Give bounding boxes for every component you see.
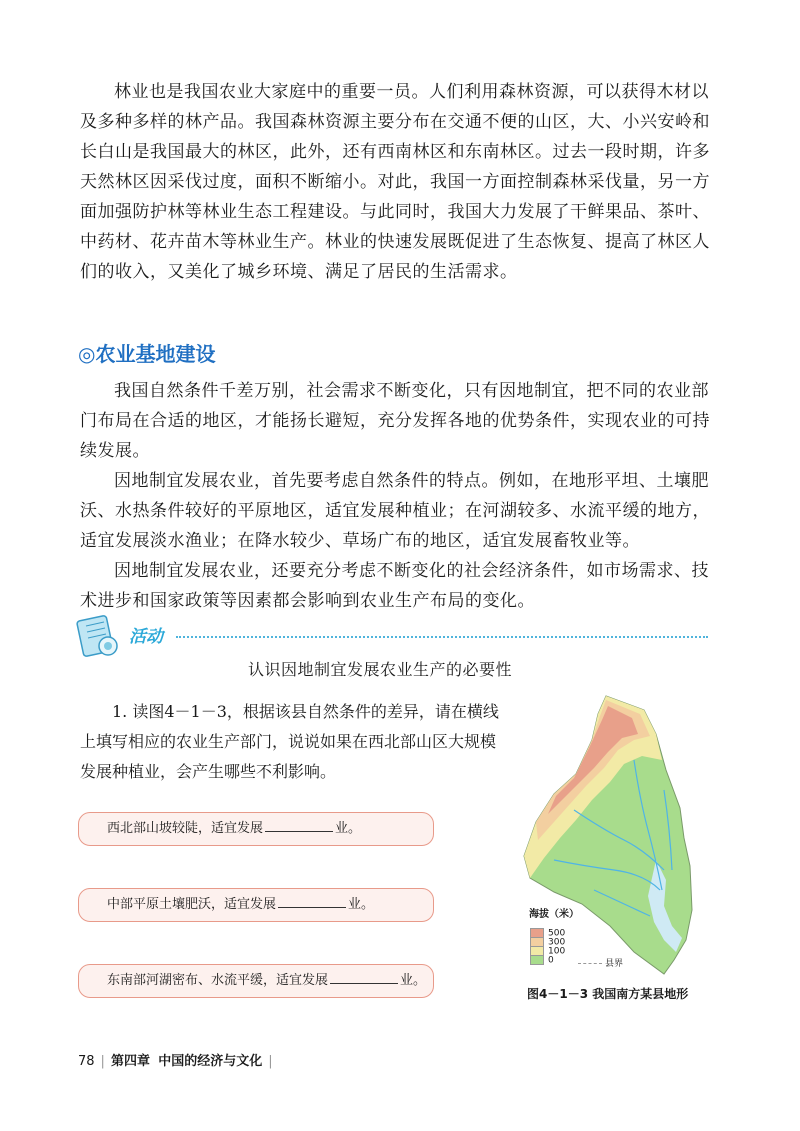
legend-label: 0 <box>548 955 554 966</box>
activity-task: 1. 读图4－1－3，根据该县自然条件的差异，请在横线上填写相应的农业生产部门，说说如果在西北部山区大规模发展种植业，会产生哪些不利影响。 <box>80 702 499 781</box>
footer-separator: | <box>268 1054 273 1069</box>
legend-title: 海拔（米） <box>529 909 579 920</box>
answer-prompt: 东南部河湖密布、水流平缓，适宜发展 <box>107 973 329 988</box>
paragraph-forestry: 林业也是我国农业大家庭中的重要一员。人们利用森林资源，可以获得木材以及多种多样的林产品。我国森林资源主要分布在交通不便的山区，大、小兴安岭和长白山是我国最大的林区，此外，还有西南林区和东南林区。过去一段时期，许多天然林区因采伐过度，面积不断缩小。对此，我国一方面控制森林采伐量，另一方面加强防护林等林业生态工程建设。与此同时，我国大力发展了干鲜果品、茶叶、中药材、花卉苗木等林业生产。林业的快速发展既促进了生态恢复、提高了林区人们的收入，又美化了城乡环境、满足了居民的生活需求。 <box>80 82 710 282</box>
boundary-line-icon <box>578 963 602 964</box>
legend-boundary <box>578 956 623 969</box>
answer-prompt: 西北部山坡较陡，适宜发展 <box>107 821 264 836</box>
paragraph-base-3: 因地制宜发展农业，还要充分考虑不断变化的社会经济条件，如市场需求、技术进步和国家政策等因素都会影响到农业生产布局的变化。 <box>80 561 709 611</box>
activity-title: 认识因地制宜发展农业生产的必要性 <box>247 660 512 679</box>
paragraph-base-2: 因地制宜发展农业，首先要考虑自然条件的特点。例如，在地形平坦、土壤肥沃、水热条件较好的平原地区，适宜发展种植业；在河湖较多、水流平缓的地方，适宜发展淡水渔业；在降水较少、草场广布的地区，适宜发展畜牧业等。 <box>80 471 710 551</box>
page-footer <box>78 1050 279 1069</box>
answer-suffix: 业。 <box>400 973 427 988</box>
answer-blank[interactable] <box>330 969 398 984</box>
answer-box-northwest <box>78 812 434 846</box>
legend-swatch <box>530 955 544 965</box>
answer-box-southeast <box>78 964 434 998</box>
legend-boundary-label: 县界 <box>605 959 624 969</box>
page-number: 78 <box>78 1054 95 1069</box>
legend-label: 300 <box>548 937 566 948</box>
figure-caption: 图4－1－3 我国南方某县地形 <box>527 987 689 1001</box>
activity-notebook-icon <box>74 614 126 664</box>
paragraph-base-1: 我国自然条件千差万别，社会需求不断变化，只有因地制宜，把不同的农业部门布局在合适的地区，才能扬长避短，充分发挥各地的优势条件，实现农业的可持续发展。 <box>80 381 710 461</box>
legend-label: 500 <box>548 928 566 939</box>
footer-separator: | <box>100 1054 105 1069</box>
chapter-title: 中国的经济与文化 <box>158 1054 263 1069</box>
legend-label: 100 <box>548 946 566 957</box>
section-heading: ◎农业基地建设 <box>78 342 216 366</box>
answer-suffix: 业。 <box>348 897 375 912</box>
answer-box-central <box>78 888 434 922</box>
answer-blank[interactable] <box>265 817 333 832</box>
activity-divider <box>176 636 708 638</box>
answer-blank[interactable] <box>278 893 346 908</box>
answer-suffix: 业。 <box>335 821 362 836</box>
legend-item <box>530 955 554 966</box>
answer-prompt: 中部平原土壤肥沃，适宜发展 <box>107 897 277 912</box>
chapter-number: 第四章 <box>110 1054 150 1069</box>
activity-label: 活动 <box>129 627 163 647</box>
